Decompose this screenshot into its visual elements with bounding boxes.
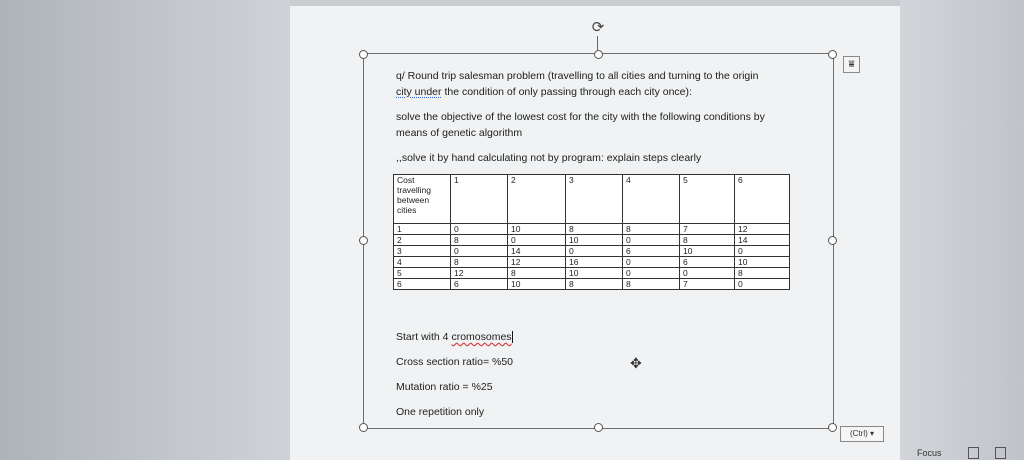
cursor-move-icon: ✥ [630,355,642,371]
table-cell: 16 [566,257,623,268]
table-column-header: 6 [735,175,790,224]
cross-section-line: Cross section ratio= %50 [396,356,514,368]
rotate-handle-icon[interactable]: ⟳ [591,19,605,36]
table-cell: 0 [623,268,680,279]
table-cell: 10 [566,235,623,246]
question-line-1: q/ Round trip salesman problem (travelling to all cities and turning to the origin [396,70,759,82]
table-cell: 14 [735,235,790,246]
table-cell: 8 [623,224,680,235]
table-cell: 0 [735,246,790,257]
table-row [394,235,790,246]
table-row-label: 4 [394,257,451,268]
table-cell: 8 [508,268,566,279]
table-row [394,257,790,268]
table-cell: 14 [508,246,566,257]
table-cell: 12 [508,257,566,268]
table-cell: 8 [566,279,623,290]
table-cell: 0 [623,235,680,246]
table-row-label: 6 [394,279,451,290]
table-cell: 7 [680,224,735,235]
table-cell: 6 [680,257,735,268]
workspace-left [0,0,290,460]
resize-handle-top-right[interactable] [828,50,837,59]
focus-mode-button[interactable] [917,448,942,458]
table-cell: 10 [735,257,790,268]
table-cell: 12 [451,268,508,279]
resize-handle-left[interactable] [359,236,368,245]
table-cell: 0 [680,268,735,279]
resize-handle-bottom-right[interactable] [828,423,837,432]
resize-handle-top-left[interactable] [359,50,368,59]
table-cell: 0 [451,224,508,235]
question-line-2 [396,86,692,98]
table-column-header: 5 [680,175,735,224]
table-cell: 0 [566,246,623,257]
start-word-text: cromosomes [451,331,512,343]
table-row [394,279,790,290]
instruction-line: ,,solve it by hand calculating not by program: explain steps clearly [396,152,702,164]
table-cell: 10 [508,224,566,235]
table-column-header: 3 [566,175,623,224]
table-cell: 8 [680,235,735,246]
table-column-header: 4 [623,175,680,224]
table-column-header: 2 [508,175,566,224]
start-line [396,331,513,343]
table-row-label: 3 [394,246,451,257]
print-layout-icon[interactable] [995,447,1006,459]
table-cell: 8 [451,235,508,246]
table-corner-header: Cost travelling between cities [394,175,451,224]
layout-options-icon[interactable]: ⩸ [843,56,860,73]
table-column-header: 1 [451,175,508,224]
table-cell: 8 [451,257,508,268]
table-row [394,246,790,257]
resize-handle-top[interactable] [594,50,603,59]
table-cell: 0 [735,279,790,290]
focus-mode-label: Focus [917,448,942,458]
table-cell: 10 [680,246,735,257]
resize-handle-right[interactable] [828,236,837,245]
resize-handle-bottom[interactable] [594,423,603,432]
table-cell: 0 [508,235,566,246]
table-cell: 8 [566,224,623,235]
question-underlined-text: city under [396,86,442,98]
objective-line-2: means of genetic algorithm [396,127,523,139]
text-caret [512,331,513,343]
table-cell: 8 [735,268,790,279]
question-rest-text: the condition of only passing through each city once): [441,86,692,98]
table-row-label: 1 [394,224,451,235]
workspace-right [900,0,1024,460]
table-cell: 8 [623,279,680,290]
cost-table[interactable] [393,174,790,290]
table-row [394,268,790,279]
paste-options-label: (Ctrl) ▾ [849,429,874,438]
paste-options-icon[interactable] [840,426,884,442]
table-cell: 6 [623,246,680,257]
table-cell: 12 [735,224,790,235]
table-header-row [394,175,790,224]
table-row-label: 5 [394,268,451,279]
table-cell: 10 [508,279,566,290]
table-cell: 6 [451,279,508,290]
table-cell: 0 [623,257,680,268]
table-row [394,224,790,235]
table-cell: 7 [680,279,735,290]
table-cell: 0 [451,246,508,257]
table-row-label: 2 [394,235,451,246]
start-prefix-text: Start with 4 [396,331,452,343]
table-cell: 10 [566,268,623,279]
repetition-line: One repetition only [396,406,485,418]
resize-handle-bottom-left[interactable] [359,423,368,432]
objective-line-1: solve the objective of the lowest cost for the city with the following conditions by [396,111,765,123]
mutation-line: Mutation ratio = %25 [396,381,493,393]
read-mode-icon[interactable] [968,447,979,459]
